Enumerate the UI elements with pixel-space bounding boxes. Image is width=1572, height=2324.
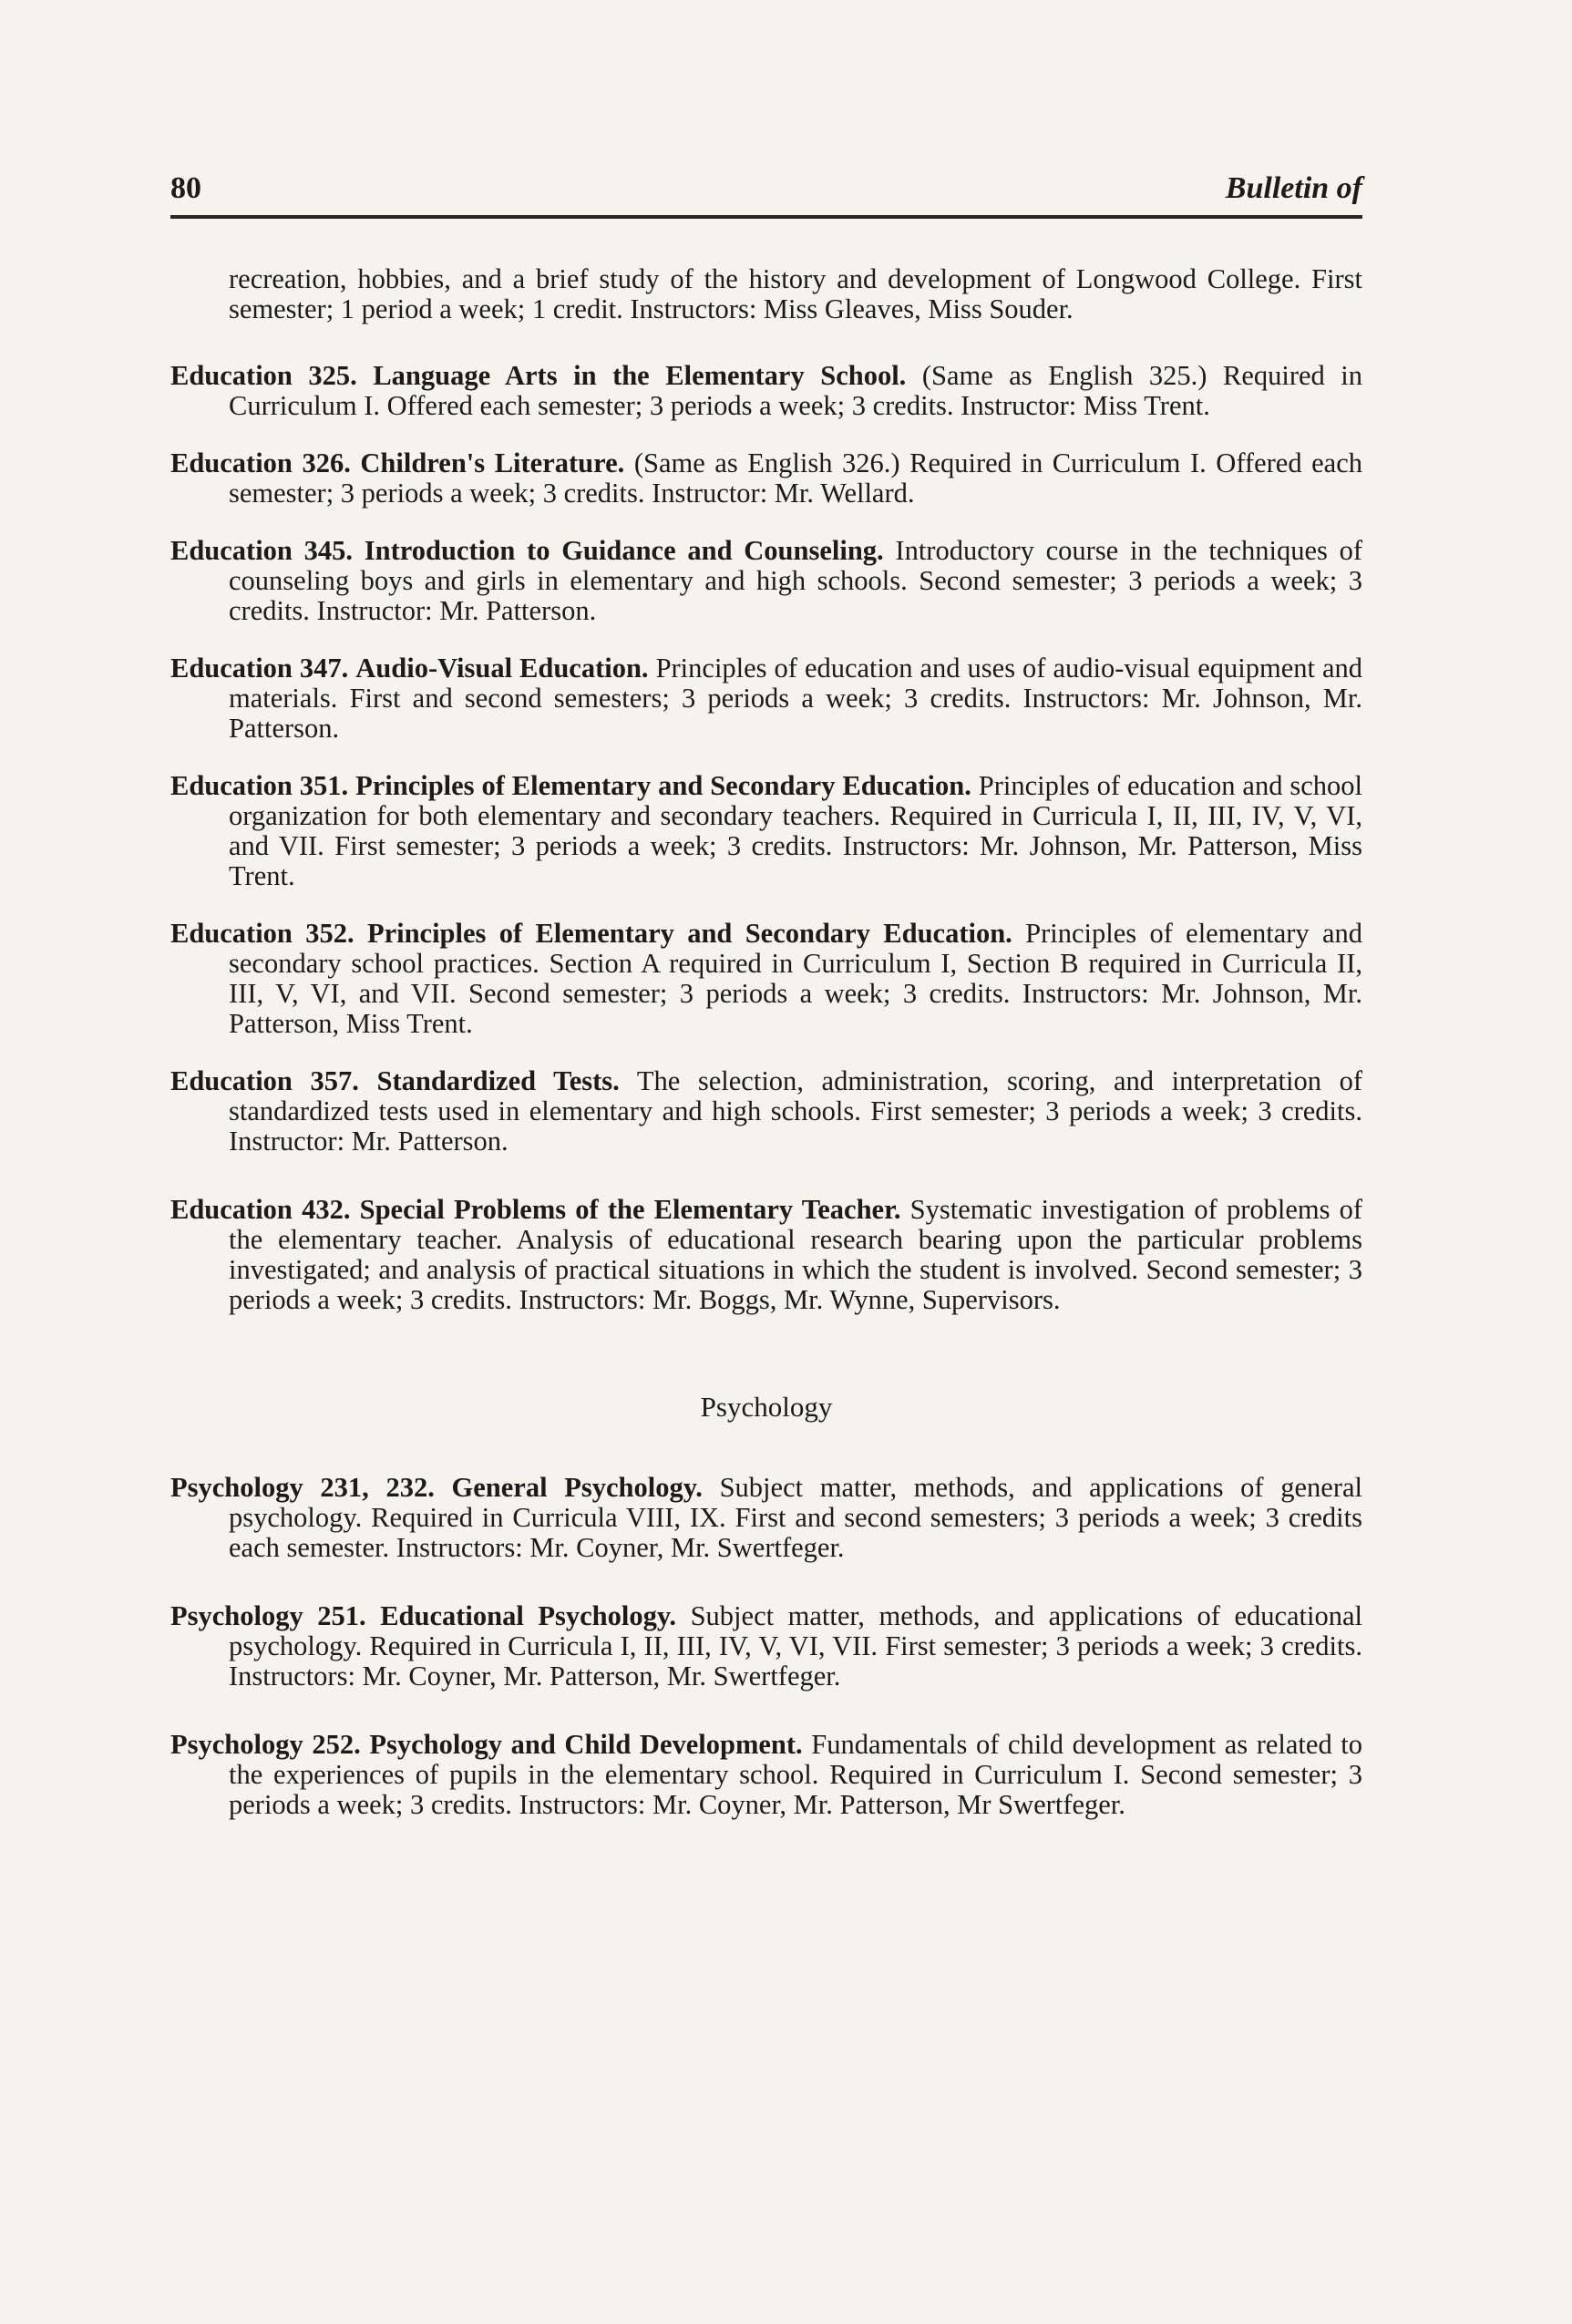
course-code: Psychology 231, 232. [170, 1472, 435, 1503]
course-code: Education 351. [170, 770, 349, 801]
running-title: Bulletin of [1225, 171, 1362, 205]
course-title: Standardized Tests. [376, 1065, 620, 1096]
psychology-section-heading: Psychology [700, 1391, 833, 1423]
course-title: Introduction to Guidance and Counseling. [364, 535, 884, 566]
course-title: Special Problems of the Elementary Teacher. [359, 1194, 901, 1225]
course-title: General Psychology. [451, 1472, 703, 1503]
course-title: Children's Literature. [360, 447, 625, 478]
page-number: 80 [170, 171, 201, 205]
course-entry [170, 1730, 1362, 1820]
course-title: Principles of Elementary and Secondary Education. [366, 918, 1012, 949]
course-code: Education 326. [170, 447, 351, 478]
course-code: Education 357. [170, 1065, 359, 1096]
course-description: Introductory course in the techniques of counseling boys and girls in elementary and high schools. Second semester; 3 periods a week; 3 credits. Instructor: Mr. Patterson. [229, 535, 1363, 626]
course-entry [170, 448, 1362, 509]
course-description: Systematic investigation of problems of the elementary teacher. Analysis of educational research bearing upon the particular problems investigated; and analysis of practical situations in which the student is involved. Second semester; 3 periods a week; 3 credits. Instructors: Mr. Boggs, Mr. Wynne, Supervisors. [229, 1194, 1363, 1315]
course-description: The selection, administration, scoring, and interpretation of standardized tests used in elementary and high schools. First semester; 3 periods a week; 3 credits. Instructor: Mr. Patterson. [229, 1065, 1363, 1157]
course-entry [170, 1473, 1362, 1563]
page-body [170, 264, 1362, 1847]
course-code: Education 352. [170, 918, 354, 949]
course-entry [170, 1601, 1362, 1692]
page-header [170, 171, 1362, 219]
education-course-list [170, 361, 1362, 1315]
course-entry [170, 653, 1362, 744]
course-title: Audio-Visual Education. [355, 653, 649, 684]
course-code: Education 347. [170, 653, 349, 684]
course-title: Principles of Elementary and Secondary Education. [355, 770, 971, 801]
psychology-course-list [170, 1473, 1362, 1820]
course-description: Subject matter, methods, and applications of general psychology. Required in Curricula VIII, IX. First and second semesters; 3 periods a week; 3 credits each semester. Instructors: Mr. Coyner, Mr. Swertfeger. [229, 1472, 1363, 1563]
course-description: (Same as English 325.) Required in Curriculum I. Offered each semester; 3 periods a week; 3 credits. Instructor: Miss Trent. [229, 360, 1363, 421]
course-entry [170, 919, 1362, 1039]
course-description: Principles of education and school organization for both elementary and secondary teachers. Required in Curricula I, II, III, IV, V, VI, and VII. First semester; 3 periods a week; 3 credits. Instructors: Mr. Johnson, Mr. Patterson, Miss Trent. [229, 770, 1363, 891]
course-code: Psychology 251. [170, 1600, 366, 1631]
course-title: Psychology and Child Development. [369, 1729, 803, 1760]
course-code: Education 432. [170, 1194, 351, 1225]
course-description: (Same as English 326.) Required in Curriculum I. Offered each semester; 3 periods a week; 3 credits. Instructor: Mr. Wellard. [229, 447, 1362, 509]
course-description: Principles of elementary and secondary school practices. Section A required in Curriculum I, Section B required in Curricula II, III, V, VI, and VII. Second semester; 3 periods a week; 3 credits. Instructors: Mr. Johnson, Mr. Patterson, Miss Trent. [229, 918, 1363, 1039]
course-description: Subject matter, methods, and applications of educational psychology. Required in Curricula I, II, III, IV, V, VI, VII. First semester; 3 periods a week; 3 credits. Instructors: Mr. Coyner, Mr. Patterson, Mr. Swertfeger. [229, 1600, 1363, 1692]
course-code: Education 345. [170, 535, 354, 566]
course-code: Psychology 252. [170, 1729, 361, 1760]
course-entry [170, 771, 1362, 891]
course-description: Fundamentals of child development as related to the experiences of pupils in the elementary school. Required in Curriculum I. Second semester; 3 periods a week; 3 credits. Instructors: Mr. Coyner, Mr. Patterson, Mr Swertfeger. [229, 1729, 1363, 1820]
course-entry [170, 1195, 1362, 1315]
course-entry [170, 536, 1362, 626]
course-code: Education 325. [170, 360, 357, 391]
continued-course-text: recreation, hobbies, and a brief study of the history and development of Longwood College. First semester; 1 period a week; 1 credit. Instructors: Miss Gleaves, Miss Souder. [229, 263, 1362, 324]
course-description: Principles of education and uses of audio-visual equipment and materials. First and second semesters; 3 periods a week; 3 credits. Instructors: Mr. Johnson, Mr. Patterson. [229, 653, 1363, 744]
course-entry [170, 361, 1362, 421]
course-title: Language Arts in the Elementary School. [373, 360, 907, 391]
course-entry [170, 1066, 1362, 1157]
course-title: Educational Psychology. [380, 1600, 677, 1631]
